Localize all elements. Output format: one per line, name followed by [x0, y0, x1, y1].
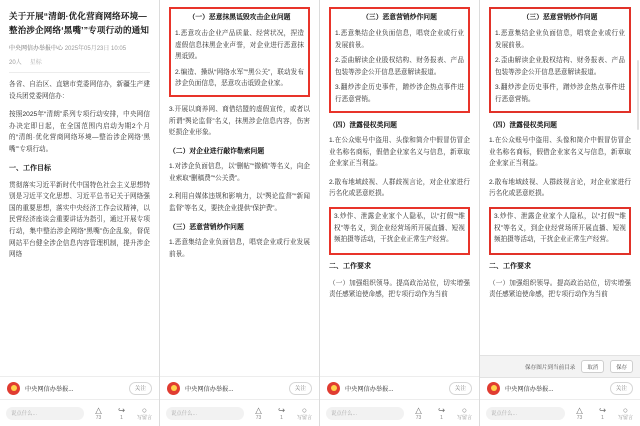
account-name: 中央网信办举报...	[345, 385, 394, 393]
share-icon: ↪	[598, 404, 607, 415]
comment-action[interactable]	[296, 405, 313, 422]
share-action[interactable]	[594, 405, 611, 422]
paragraph: 3.开展以商养网、商借结盟的虚假宣传，或者以所谓“舆论监督”名义，抹黑涉企信息内容，伤害贬损企业形象。	[169, 105, 310, 137]
follow-button[interactable]: 关注	[289, 382, 312, 395]
highlight-item: 1.恶意集结企业负面信息，唱衰企业或行业发展前景。	[335, 30, 464, 49]
paragraph: （一）加强组织领导。提高政治站位，切实增强责任感紧迫使命感，把专项行动作为当前	[329, 279, 470, 299]
article-body-3[interactable]	[320, 0, 479, 376]
share-action[interactable]	[273, 405, 290, 422]
paragraph: 2.利用自媒体违规和影响力，以“舆论监督”“新闻监督”等名义，要挟企业提供“保护费”。	[169, 193, 310, 213]
divider	[9, 72, 150, 73]
highlight-title: （三）恶意营销炒作问题	[522, 14, 598, 21]
avatar	[487, 382, 500, 395]
account-name: 中央网信办举报...	[185, 385, 234, 393]
comment-icon: ○	[622, 404, 629, 415]
highlight-item: 1.恶意集结企业负面信息，唱衰企业或行业发展前景。	[495, 30, 625, 49]
like-count: 73	[255, 414, 262, 421]
highlight-title: （三）恶意营销炒作问题	[362, 14, 437, 21]
save-image-dialog	[480, 355, 640, 378]
article-meta	[9, 44, 150, 54]
share-count: 1	[280, 414, 283, 421]
thumbs-up-icon: △	[95, 404, 102, 415]
comment-action[interactable]	[456, 405, 473, 422]
subsection-title: （三）恶意营销炒作问题	[169, 223, 244, 231]
save-button[interactable]: 保存	[610, 360, 633, 373]
share-count: 1	[601, 414, 604, 421]
highlight-item: 2.歪曲解读企业股权结构、财务报表、产品包装等涉企公开信息恶意解读报道。	[335, 57, 464, 76]
highlight-box	[169, 7, 310, 97]
like-count: 73	[576, 414, 583, 421]
page-title: 关于开展“清朗·优化营商网络环境—整治涉企网络‘黑嘴’”专项行动的通知	[9, 11, 150, 35]
like-action[interactable]	[250, 405, 267, 422]
paragraph: 1.在公众账号中盗用、头像和简介中假冒仿冒企业名称名商标，假借企业家名义与信息，新章取企业家正当利益。	[329, 137, 470, 168]
comment-label: 写留言	[456, 414, 472, 421]
avatar	[7, 382, 20, 395]
article-body-1[interactable]	[0, 0, 159, 376]
comment-icon: ○	[141, 404, 148, 415]
avatar	[167, 382, 180, 395]
paragraph: 1.在公众账号中盗用、头像和简介中假冒仿冒企业名称名商标，假借企业家名义与信息，新章取企业家正当利益。	[489, 137, 631, 168]
like-action[interactable]	[571, 405, 588, 422]
comment-icon: ○	[461, 404, 468, 415]
article-body-4[interactable]	[480, 0, 640, 376]
cancel-button[interactable]: 取消	[581, 360, 604, 373]
article-panel-1	[0, 0, 160, 426]
highlight-item: 2.编造、操纵“网络水军”“黑公关”，联动发布涉企负面信息，恶意攻击诋毁企业家。	[175, 68, 304, 88]
like-action[interactable]	[410, 405, 427, 422]
paragraph: 1.对涉企负面信息，以“删帖”“撤稿”等名义，向企业索取“删稿费”“公关费”。	[169, 163, 310, 182]
account-bar[interactable]	[160, 376, 319, 399]
article-body-2[interactable]	[160, 0, 319, 376]
highlight-box-tail	[489, 207, 631, 255]
highlight-item: 3.炒作、泄露企业家个人隐私，以“打假”“维权”等名义，到企业经营场所开展直播、短视频拍摄等活动，干扰企业正常生产经营。	[334, 213, 465, 244]
paragraph: 按照2025年“清朗”系列专项行动安排，中央网信办决定即日起，在全国范围内启动为期2个月的“清朗·优化营商网络环境—整治涉企网络‘黑嘴’”专项行动。	[9, 111, 150, 153]
comment-input[interactable]: 说点什么...	[166, 407, 244, 420]
thumbs-up-icon: △	[576, 404, 583, 415]
account-bar[interactable]	[480, 376, 640, 399]
subsection-title: （四）泄露侵权类问题	[329, 121, 397, 129]
thumbs-up-icon: △	[255, 404, 262, 415]
scrollbar[interactable]	[637, 60, 639, 130]
paragraph: 2.散布地域歧视、人群歧视言论，对企业家进行污名化或恶意贬损。	[489, 178, 631, 198]
article-panel-2	[160, 0, 320, 426]
action-bar	[0, 399, 159, 426]
share-count: 1	[120, 414, 123, 421]
section-title: 二、工作要求	[489, 262, 531, 270]
comment-label: 写留言	[136, 414, 152, 421]
subsection-title: （四）泄露侵权类问题	[489, 121, 557, 129]
account-bar[interactable]	[0, 376, 159, 399]
comment-action[interactable]	[136, 405, 153, 422]
account-name: 中央网信办举报...	[505, 385, 554, 393]
comment-input[interactable]: 说点什么...	[486, 407, 565, 420]
share-icon: ↪	[117, 404, 126, 415]
highlight-box	[329, 7, 470, 113]
highlight-item: 3.翻炒涉企历史事件，蹭炒涉企热点事件进行恶意营销。	[335, 84, 464, 103]
like-count: 73	[95, 414, 102, 421]
avatar	[327, 382, 340, 395]
section-title: 一、工作目标	[9, 164, 51, 172]
share-action[interactable]	[113, 405, 130, 422]
share-icon: ↪	[277, 404, 286, 415]
highlight-box-tail	[329, 207, 470, 255]
paragraph: （一）加强组织领导。提高政治站位，切实增强责任感紧迫使命感，把专项行动作为当前	[489, 279, 631, 299]
comment-label: 写留言	[617, 414, 633, 421]
star-label[interactable]: 星标	[29, 60, 42, 66]
article-panel-4	[480, 0, 640, 426]
section-title: 二、工作要求	[329, 262, 371, 270]
paragraph: 2.散布地域歧视、人群歧视言论，对企业家进行污名化或恶意贬损。	[329, 178, 470, 198]
share-action[interactable]	[433, 405, 450, 422]
action-bar	[320, 399, 479, 426]
article-panel-3	[320, 0, 480, 426]
follow-button[interactable]: 关注	[610, 382, 633, 395]
highlight-item: 3.翻炒涉企历史事件，蹭炒涉企热点事件进行恶意营销。	[495, 84, 625, 103]
like-count: 73	[415, 414, 422, 421]
comment-input[interactable]: 说点什么...	[6, 407, 84, 420]
paragraph: 1.恶意集结企业负面信息，唱衰企业或行业发展前景。	[169, 239, 310, 258]
article-source: 中央网信办举报中心	[9, 46, 64, 52]
share-count: 1	[440, 414, 443, 421]
follow-button[interactable]: 关注	[129, 382, 152, 395]
highlight-box	[489, 7, 631, 113]
paragraph: 各省、自治区、直辖市党委网信办，新疆生产建设兵团党委网信办：	[9, 81, 150, 100]
comment-action[interactable]	[617, 405, 634, 422]
highlight-title: （一）恶意抹黑诋毁攻击企业问题	[188, 14, 291, 21]
subsection-title: （二）对企业进行敲诈勒索问题	[169, 147, 265, 155]
highlight-item: 2.歪曲解读企业股权结构、财务报表、产品包装等涉企公开信息恶意解读报道。	[495, 57, 625, 76]
comment-icon: ○	[301, 404, 308, 415]
like-action[interactable]	[90, 405, 107, 422]
comment-input[interactable]: 说点什么...	[326, 407, 404, 420]
thumbs-up-icon: △	[415, 404, 422, 415]
save-dialog-label: 保存图片到当前目录	[525, 364, 576, 371]
paragraph: 贯彻落实习近平新时代中国特色社会主义思想特别是习近平文化思想、习近平总书记关于网络强国的重要思想，落实中央经济工作会议精神，以民营经济座谈会重要讲话为指引，通过开展专项行动，集中整治涉企网络“黑嘴”伤企乱象，督促网站平台健全涉企信息内容管理机制，提升涉企网络	[9, 181, 150, 259]
article-stats	[9, 57, 150, 66]
highlight-item: 3.炒作、泄露企业家个人隐私，以“打假”“维权”等名义，到企业经营场所开展直播、短视频拍摄等活动，干扰企业正常生产经营。	[494, 213, 626, 244]
account-name: 中央网信办举报...	[25, 385, 74, 393]
article-date: 2025年05月23日 10:05	[64, 46, 127, 52]
action-bar	[480, 399, 640, 426]
read-count: 20人	[9, 60, 22, 66]
comment-label: 写留言	[296, 414, 312, 421]
action-bar	[160, 399, 319, 426]
account-bar[interactable]	[320, 376, 479, 399]
share-icon: ↪	[437, 404, 446, 415]
highlight-item: 1.恶意攻击企业产品质量、经营状况，捏造虚假信息抹黑企业声誉，对企业进行恶意抹黑诋毁。	[175, 30, 304, 61]
follow-button[interactable]: 关注	[449, 382, 472, 395]
